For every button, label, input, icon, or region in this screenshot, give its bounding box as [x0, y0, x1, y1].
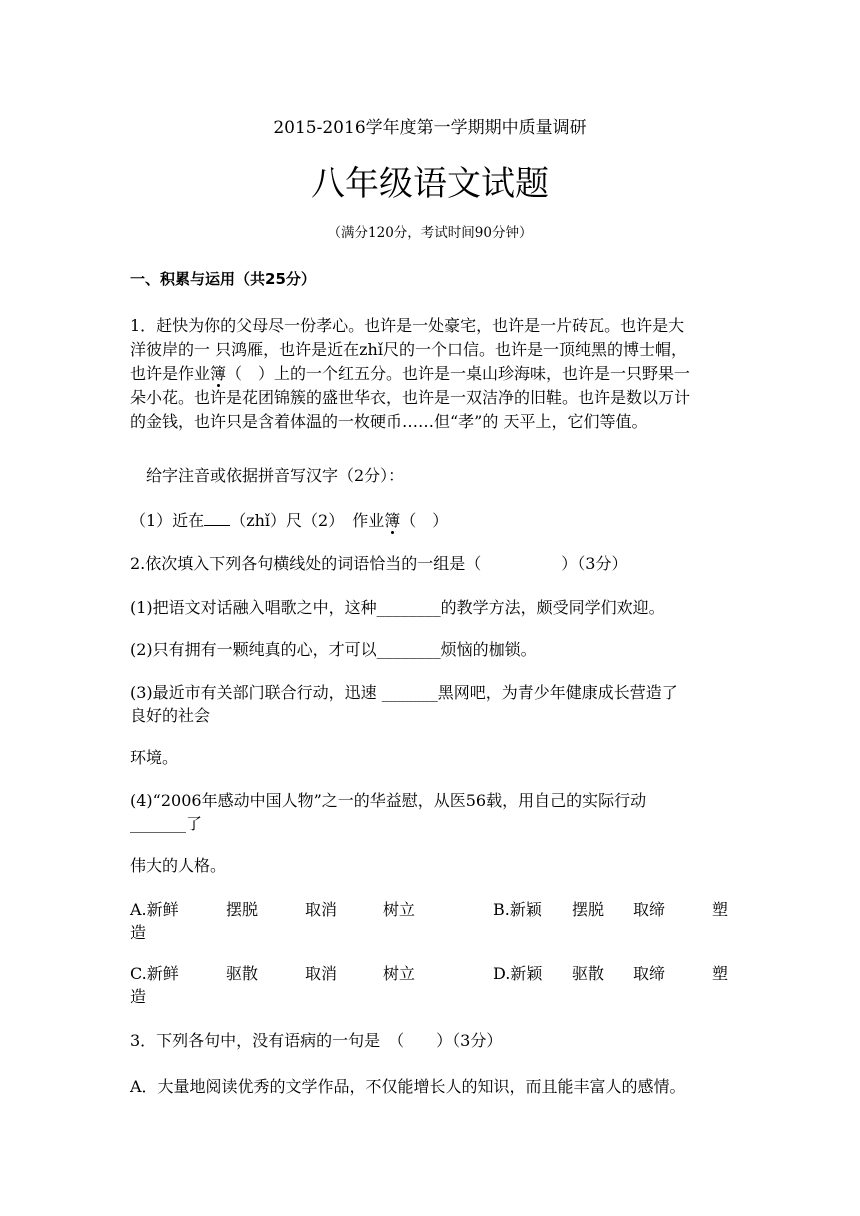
option-d-word-4: 塑	[712, 964, 729, 983]
option-c-word-4: 树立	[383, 964, 416, 983]
q3-option-a: A．大量地阅读优秀的文学作品，不仅能增长人的知识，而且能丰富人的感情。	[130, 1077, 686, 1096]
q1-passage-line-4: 朵小花。也许是花团锦簇的盛世华衣，也许是一双洁净的旧鞋。也许是数以万计	[130, 388, 691, 407]
option-c-word-2: 驱散	[226, 964, 259, 983]
section-heading: 一、积累与运用（共25分）	[130, 270, 316, 288]
option-a-word-3: 取消	[305, 900, 338, 919]
q1-subquestions	[130, 510, 448, 532]
q2-sentence-2: (2)只有拥有一颗纯真的心，才可以________烦恼的枷锁。	[130, 640, 537, 659]
school-year-heading: 2015-2016学年度第一学期期中质量调研	[273, 118, 587, 138]
option-c-label: C.新鲜	[130, 964, 179, 983]
answer-blank[interactable]	[204, 511, 230, 526]
q1-passage-line-3a: 也许是作业	[130, 364, 211, 383]
option-ab-wrap: 造	[130, 923, 147, 942]
q1-sub-2-paren: （ ）	[400, 511, 449, 530]
option-cd-wrap: 造	[130, 987, 147, 1006]
option-d-word-2: 驱散	[572, 964, 605, 983]
q2-sentence-4c: 伟大的人格。	[130, 856, 227, 875]
option-b-word-3: 取缔	[633, 900, 666, 919]
q2-sentence-3c: 环境。	[130, 748, 179, 767]
q1-passage-line-3b: （ ）上的一个红五分。也许是一桌山珍海味，也许是一只野果一	[226, 364, 691, 383]
dotted-char-2: 簿	[384, 511, 401, 530]
option-b-word-4: 塑	[712, 900, 729, 919]
option-a-word-2: 摆脱	[226, 900, 259, 919]
q2-sentence-4a: (4)“2006年感动中国人物”之一的华益慰，从医56载，用自己的实际行动	[130, 791, 647, 810]
q2-sentence-1: (1)把语文对话融入唱歌之中，这种________的教学方法，颇受同学们欢迎。	[130, 598, 665, 617]
option-d-label: D.新颖	[493, 964, 543, 983]
option-b-word-2: 摆脱	[572, 900, 605, 919]
option-d-word-3: 取缔	[633, 964, 666, 983]
exam-subtitle: （满分120分，考试时间90分钟）	[327, 225, 533, 241]
q2-stem: 2.依次填入下列各句横线处的词语恰当的一组是（ ）（3分）	[130, 554, 628, 573]
option-a-word-4: 树立	[383, 900, 416, 919]
q2-sentence-3b: 良好的社会	[130, 706, 211, 725]
q2-sentence-4b: _______了	[130, 814, 203, 833]
option-a-label: A.新鲜	[130, 900, 179, 919]
q1-passage-line-1: 1．赶快为你的父母尽一份孝心。也许是一处豪宅，也许是一片砖瓦。也许是大	[130, 316, 685, 335]
option-c-word-3: 取消	[305, 964, 338, 983]
q1-passage-line-2: 洋彼岸的一 只鸿雁，也许是近在zhǐ尺的一个口信。也许是一顶纯黑的博士帽，	[130, 340, 687, 359]
q3-stem: 3．下列各句中，没有语病的一句是 （ ）（3分）	[130, 1031, 503, 1050]
q1-sub-1-text: （1）近在	[130, 511, 205, 530]
q1-instruction: 给字注音或依据拼音写汉字（2分）：	[146, 466, 405, 485]
q1-passage-line-5: 的金钱，也许只是含着体温的一枚硬币……但“孝”的 天平上，它们等值。	[130, 412, 648, 431]
dotted-char: 簿	[210, 364, 227, 383]
option-b-label: B.新颖	[493, 900, 542, 919]
q1-sub-2-text: （zhǐ）尺（2） 作业	[230, 511, 385, 530]
q2-sentence-3a: (3)最近市有关部门联合行动，迅速 _______黑网吧，为青少年健康成长营造了	[130, 683, 678, 702]
exam-title: 八年级语文试题	[311, 164, 549, 204]
q1-passage-line-3	[130, 363, 690, 385]
